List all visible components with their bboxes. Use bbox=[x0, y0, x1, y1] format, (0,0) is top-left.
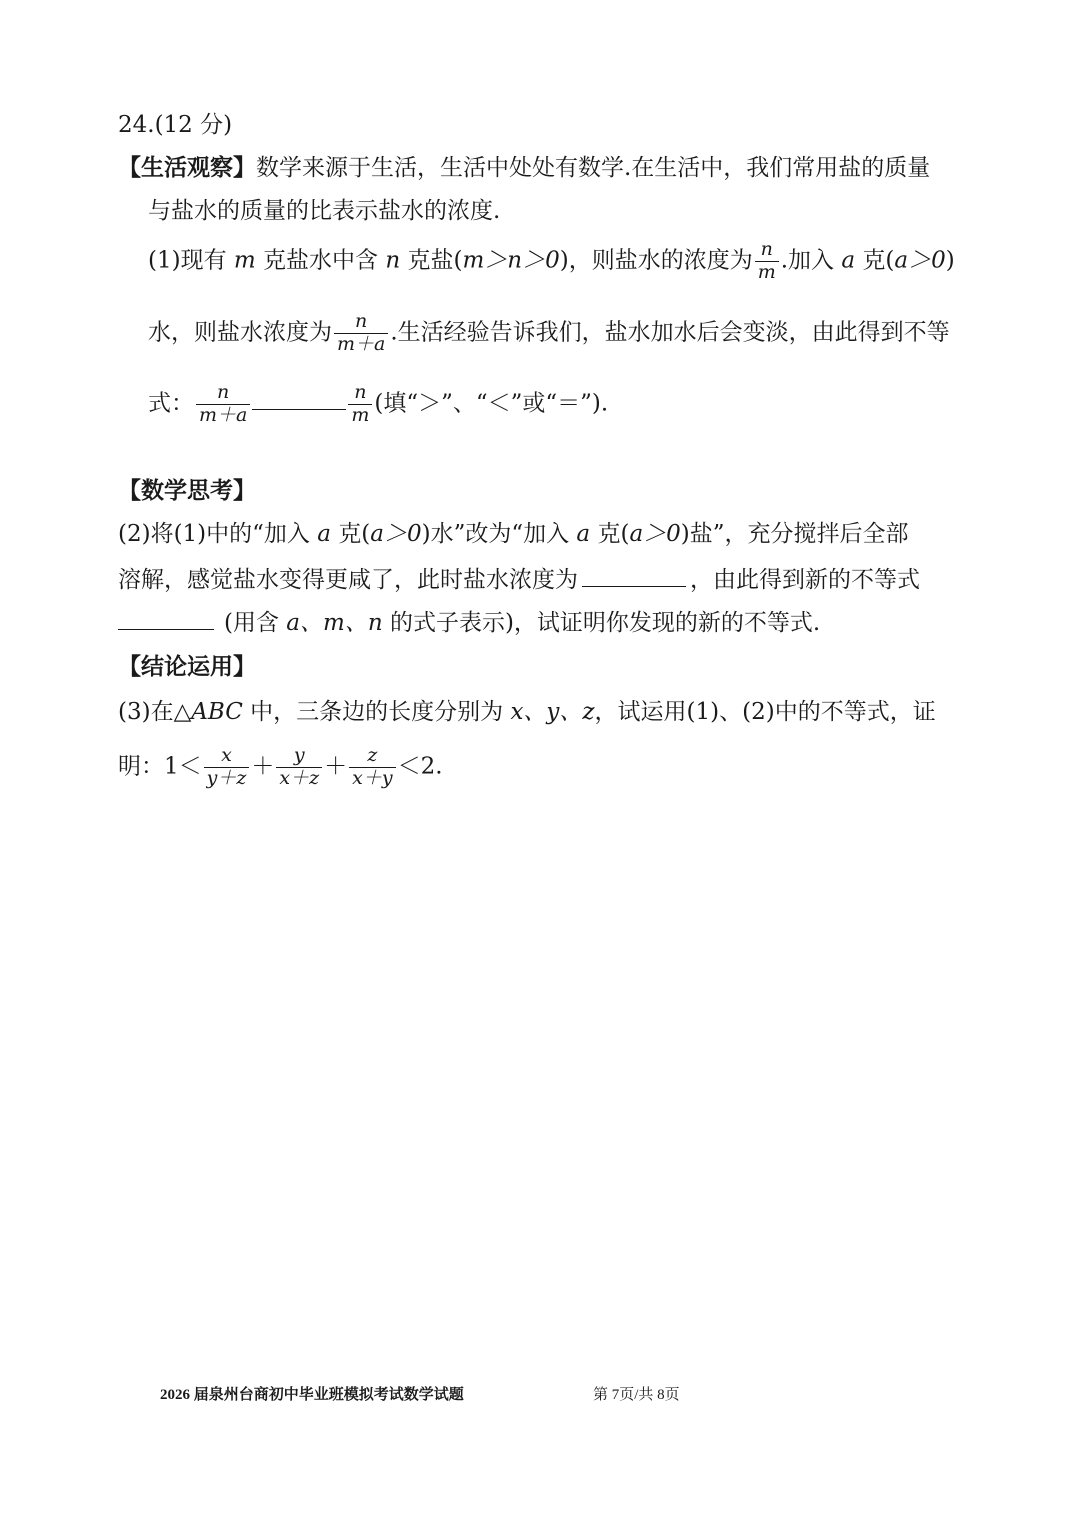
part1-line-2: 水，则盐水浓度为 $\frac{n}{m+a}$ .生活经验告诉我们，盐水加水后会变淡，由此得到不等 bbox=[148, 310, 950, 355]
section-title-life: 【生活观察】 bbox=[118, 154, 256, 181]
question-header: 24.(12 分) bbox=[118, 112, 233, 138]
footer-exam-title: 2026 届泉州台商初中毕业班模拟考试数学试题 bbox=[160, 1387, 464, 1403]
answer-blank-3[interactable] bbox=[118, 607, 214, 630]
part1-line-3: 式： $\frac{n}{m+a}$ $\frac{n}{m}$ (填“＞”、“＜”或“＝”). bbox=[148, 381, 609, 426]
fraction-z: $\frac{z}{x+y}$ bbox=[349, 745, 395, 790]
section-title-conclusion: 【结论运用】 bbox=[118, 653, 256, 680]
part1-line-1: (1)现有 m 克盐水中含 n 克盐(m＞n＞0)，则盐水的浓度为 $\frac{n}{m}$ .加入 a 克(a＞0) bbox=[148, 238, 955, 283]
part2-line-2: 溶解，感觉盐水变得更咸了，此时盐水浓度为 ，由此得到新的不等式 bbox=[118, 561, 1080, 594]
footer-page-info: 第 7页/共 8页 bbox=[593, 1387, 680, 1403]
fraction-left: $\frac{n}{m+a}$ bbox=[196, 382, 250, 427]
section-title-math: 【数学思考】 bbox=[118, 477, 256, 504]
answer-blank-1[interactable] bbox=[252, 387, 346, 410]
answer-blank-2[interactable] bbox=[582, 564, 686, 587]
part2-line-3: (用含 a、m、n 的式子表示)，试证明你发现的新的不等式. bbox=[118, 604, 1080, 637]
fraction-x: $\frac{x}{y+z}$ bbox=[204, 745, 250, 790]
part2-line-1: (2)将(1)中的“加入 a 克(a＞0)水”改为“加入 a 克(a＞0)盐”，充分搅拌后全部 bbox=[118, 521, 909, 547]
fraction-n-over-m: $\frac{n}{m}$ bbox=[755, 239, 779, 284]
fraction-n-over-m-plus-a: $\frac{n}{m+a}$ bbox=[334, 311, 388, 356]
part3-line-1: (3)在△ABC 中，三条边的长度分别为 x、y、z，试运用(1)、(2)中的不等式，证 bbox=[118, 699, 936, 725]
life-intro-line-2: 与盐水的质量的比表示盐水的浓度. bbox=[148, 198, 501, 224]
fraction-right: $\frac{n}{m}$ bbox=[348, 382, 372, 427]
part3-line-2: 明：1＜ $\frac{x}{y+z}$ ＋ $\frac{y}{x+z}$ ＋ $\frac{z}{x+y}$ ＜2. bbox=[118, 744, 443, 789]
fraction-y: $\frac{y}{x+z}$ bbox=[276, 745, 322, 790]
life-intro-line-1: 【生活观察】数学来源于生活，生活中处处有数学.在生活中，我们常用盐的质量 bbox=[118, 154, 931, 181]
